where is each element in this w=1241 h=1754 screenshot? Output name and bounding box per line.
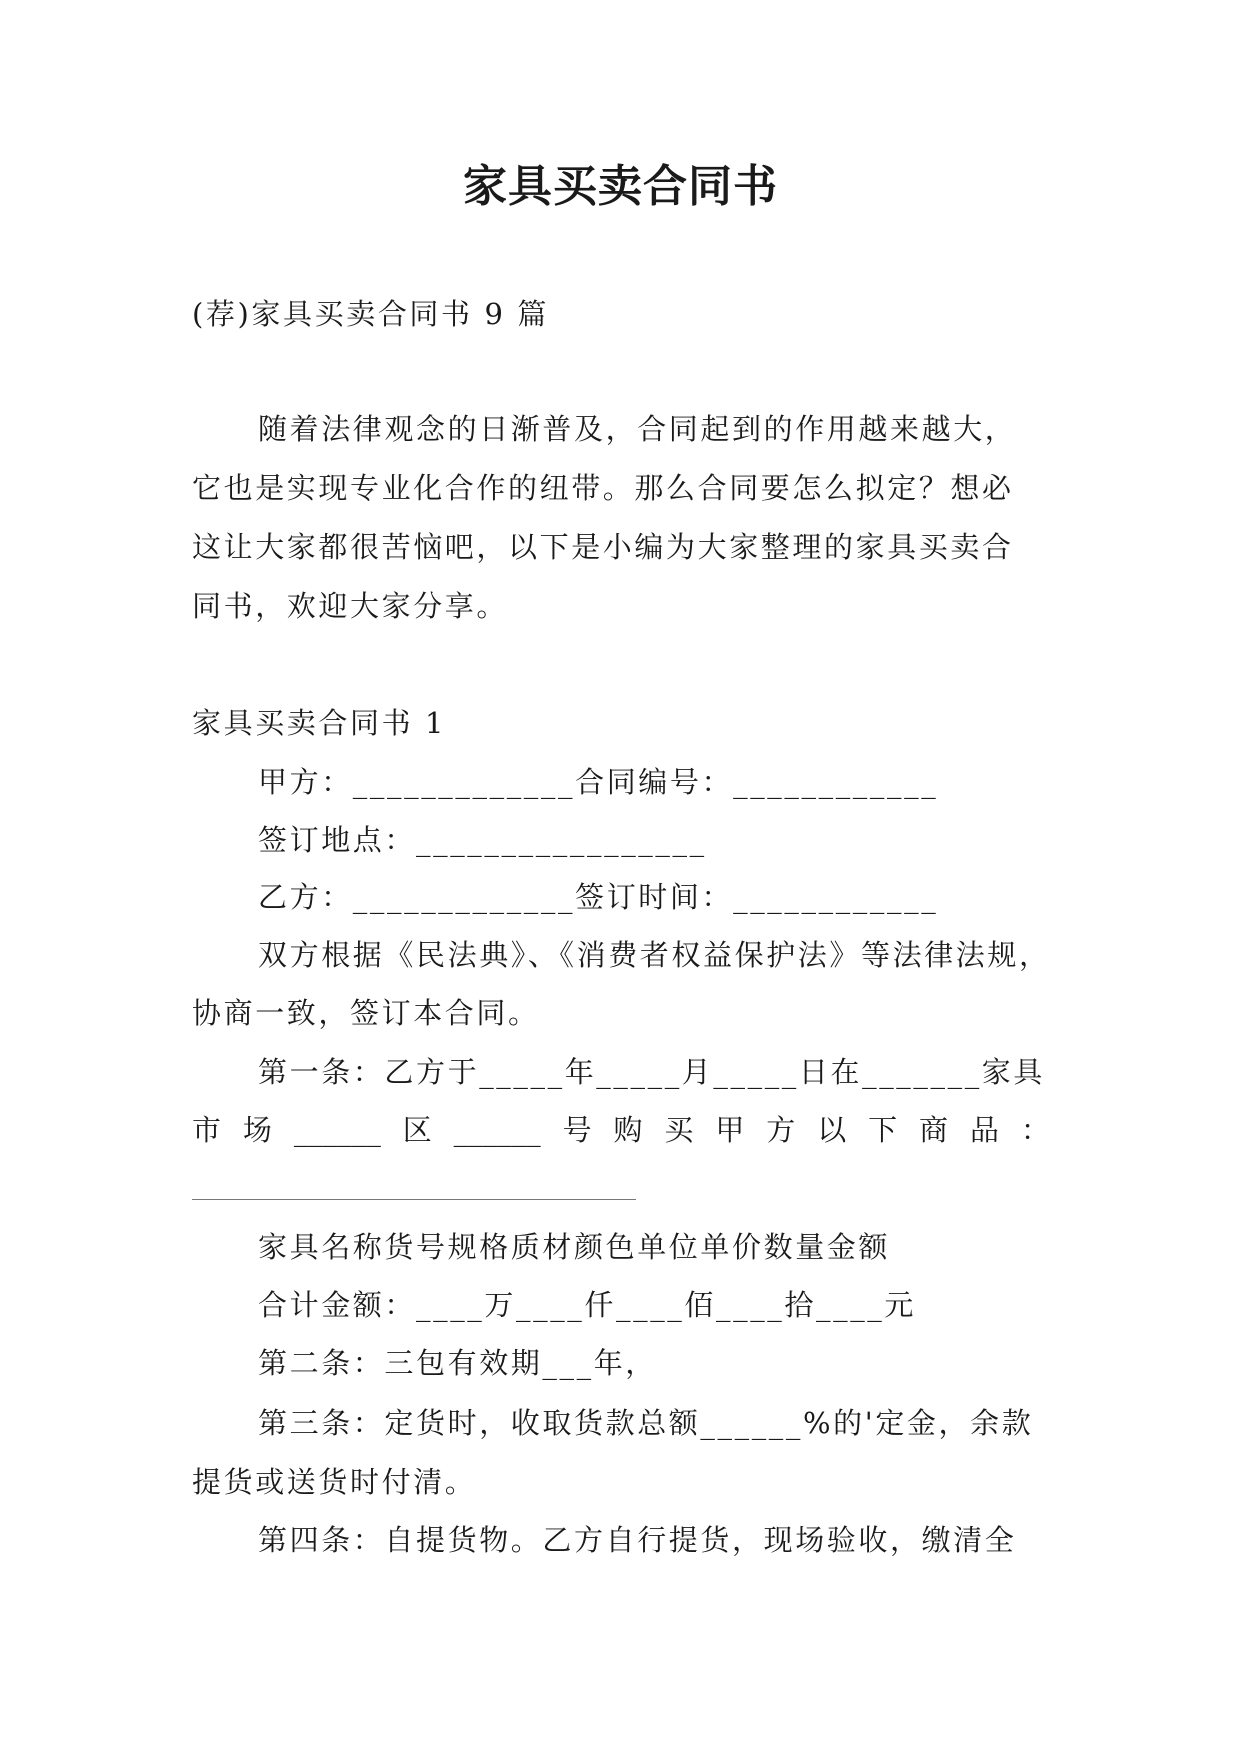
- intro-line: 同书，欢迎大家分享。: [192, 589, 509, 623]
- article-1-line: 第一条：乙方于_____年_____月_____日在_______家具: [258, 1055, 1046, 1089]
- basis-line: 双方根据《民法典》、《消费者权益保护法》等法律法规，: [258, 938, 1051, 972]
- article-3-line: 提货或送货时付清。: [192, 1465, 477, 1499]
- intro-line: 随着法律观念的日渐普及，合同起到的作用越来越大，: [258, 412, 1017, 446]
- section-heading: 家具买卖合同书 1: [192, 706, 447, 740]
- article-1-word: 商: [919, 1113, 949, 1147]
- article-1-word: 场: [242, 1113, 272, 1147]
- document-title: 家具买卖合同书: [463, 161, 778, 212]
- article-1-word: 下: [868, 1113, 898, 1147]
- basis-line: 协商一致，签订本合同。: [192, 996, 540, 1030]
- table-header-line: 家具名称货号规格质材颜色单位单价数量金额: [258, 1230, 891, 1264]
- article-1-word: 市: [192, 1113, 222, 1147]
- article-1-word: 区: [402, 1113, 432, 1147]
- article-1-word: 号: [562, 1113, 592, 1147]
- article-1-word: ______: [293, 1113, 381, 1147]
- article-1-word: 方: [766, 1113, 796, 1147]
- article-1-justified-line: [192, 1110, 1050, 1150]
- article-1-word: ：: [1020, 1113, 1050, 1147]
- article-1-word: 买: [664, 1113, 694, 1147]
- article-1-word: ______: [453, 1113, 541, 1147]
- party-a-line: 甲方：_____________合同编号：____________: [258, 765, 939, 799]
- intro-line: 这让大家都很苦恼吧，以下是小编为大家整理的家具买卖合: [192, 530, 1014, 564]
- article-1-word: 以: [817, 1113, 847, 1147]
- total-amount-line: 合计金额：____万____仟____佰____拾____元: [258, 1288, 917, 1322]
- article-1-word: 购: [613, 1113, 643, 1147]
- article-4-line: 第四条：自提货物。乙方自行提货，现场验收，缴清全: [258, 1523, 1017, 1557]
- article-3-line: 第三条：定货时，收取货款总额______%的'定金，余款: [258, 1406, 1034, 1440]
- article-1-word: 甲: [715, 1113, 745, 1147]
- article-2-line: 第二条：三包有效期___年，: [258, 1346, 657, 1380]
- document-subtitle: (荐)家具买卖合同书 9 篇: [192, 297, 549, 331]
- party-b-line: 乙方：_____________签订时间：____________: [258, 880, 939, 914]
- sign-place-line: 签订地点：_________________: [258, 823, 707, 857]
- article-1-word: 品: [969, 1113, 999, 1147]
- blank-underline: [192, 1199, 636, 1200]
- intro-line: 它也是实现专业化合作的纽带。那么合同要怎么拟定？想必: [192, 471, 1014, 505]
